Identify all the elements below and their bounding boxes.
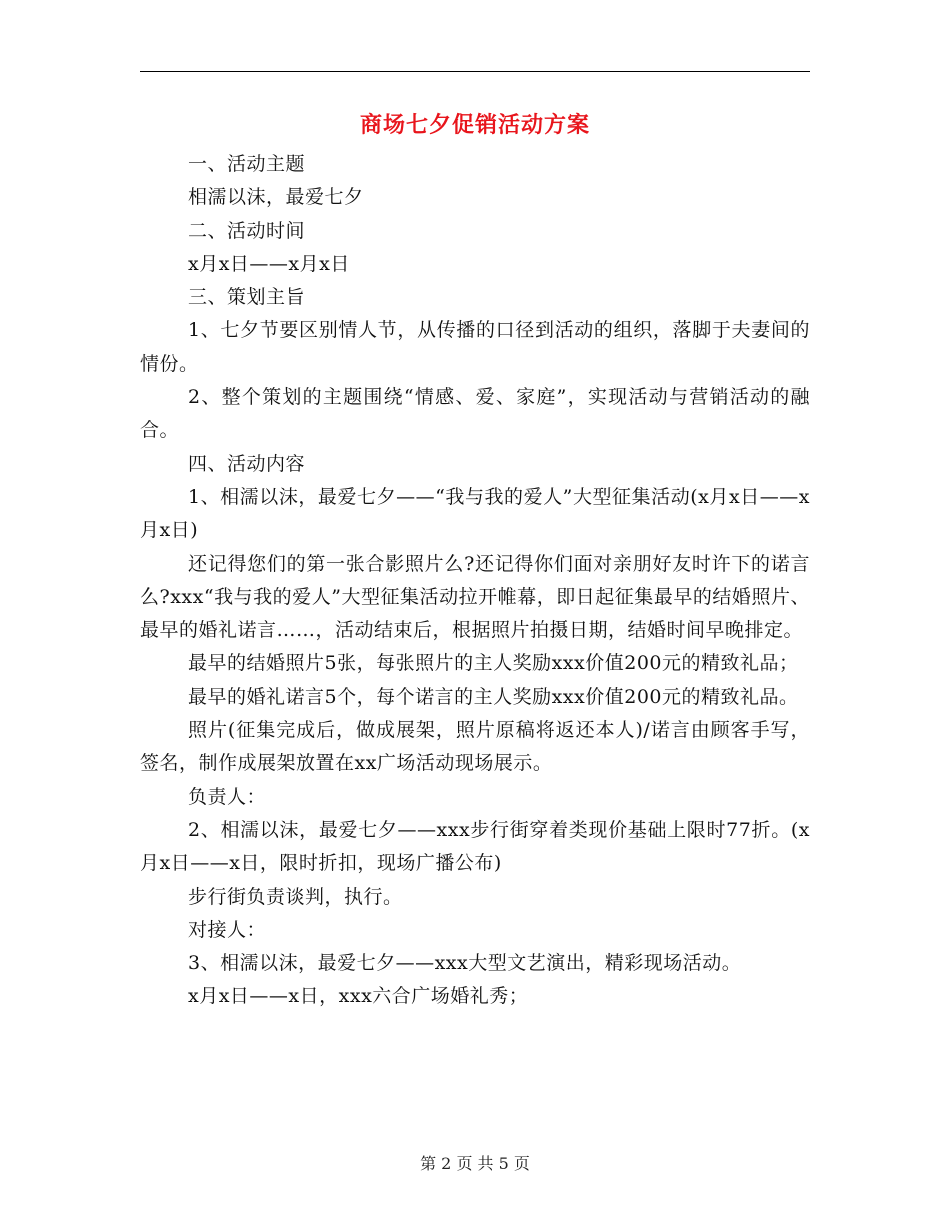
page-number: 第 2 页 共 5 页 xyxy=(420,1154,530,1173)
section-heading-purpose: 三、策划主旨 xyxy=(188,286,306,309)
document-body xyxy=(140,148,810,1014)
theme-text: 相濡以沫，最爱七夕 xyxy=(188,186,364,209)
section-heading-theme: 一、活动主题 xyxy=(188,153,306,175)
content-item-1-owner: 负责人： xyxy=(188,785,267,808)
content-item-2-responsibility: 步行街负责谈判，执行。 xyxy=(188,885,403,908)
content-item-3-schedule: x月x日——x日，xxx六合广场婚礼秀； xyxy=(188,985,529,1008)
section-heading-time: 二、活动时间 xyxy=(188,219,306,242)
content-item-2: 2、相濡以沫，最爱七夕——xxx步行街穿着类现价基础上限时77折。(x月x日——x日，限时折扣，现场广播公布) xyxy=(140,818,810,875)
content-item-2-contact: 对接人： xyxy=(188,918,267,941)
purpose-item-2: 2、整个策划的主题围绕“情感、爱、家庭”，实现活动与营销活动的融合。 xyxy=(140,386,810,442)
section-heading-content: 四、活动内容 xyxy=(188,452,306,475)
content-item-1-photo-prize: 最早的结婚照片5张，每张照片的主人奖励xxx价值200元的精致礼品； xyxy=(188,652,799,675)
purpose-item-1: 1、七夕节要区别情人节，从传播的口径到活动的组织，落脚于夫妻间的情份。 xyxy=(140,319,810,375)
time-text: x月x日——x月x日 xyxy=(188,252,350,275)
header-rule xyxy=(140,71,810,72)
content-item-3: 3、相濡以沫，最爱七夕——xxx大型文艺演出，精彩现场活动。 xyxy=(188,952,742,975)
content-item-1-vow-prize: 最早的婚礼诺言5个，每个诺言的主人奖励xxx价值200元的精致礼品。 xyxy=(188,685,799,708)
document-title: 商场七夕促销活动方案 xyxy=(359,112,590,138)
content-item-1-display: 照片(征集完成后，做成展架，照片原稿将返还本人)/诺言由顾客手写，签名，制作成展架放置在xx广场活动现场展示。 xyxy=(140,719,810,775)
content-item-1: 1、相濡以沫，最爱七夕——“我与我的爱人”大型征集活动(x月x日——x月x日) xyxy=(140,485,810,542)
content-item-1-description: 还记得您们的第一张合影照片么?还记得你们面对亲朋好友时许下的诺言么?xxx“我与我的爱人”大型征集活动拉开帷幕，即日起征集最早的结婚照片、最早的婚礼诺言……，活动结束后，根据照片拍摄日期，结婚时间早晚排定。 xyxy=(140,552,810,642)
